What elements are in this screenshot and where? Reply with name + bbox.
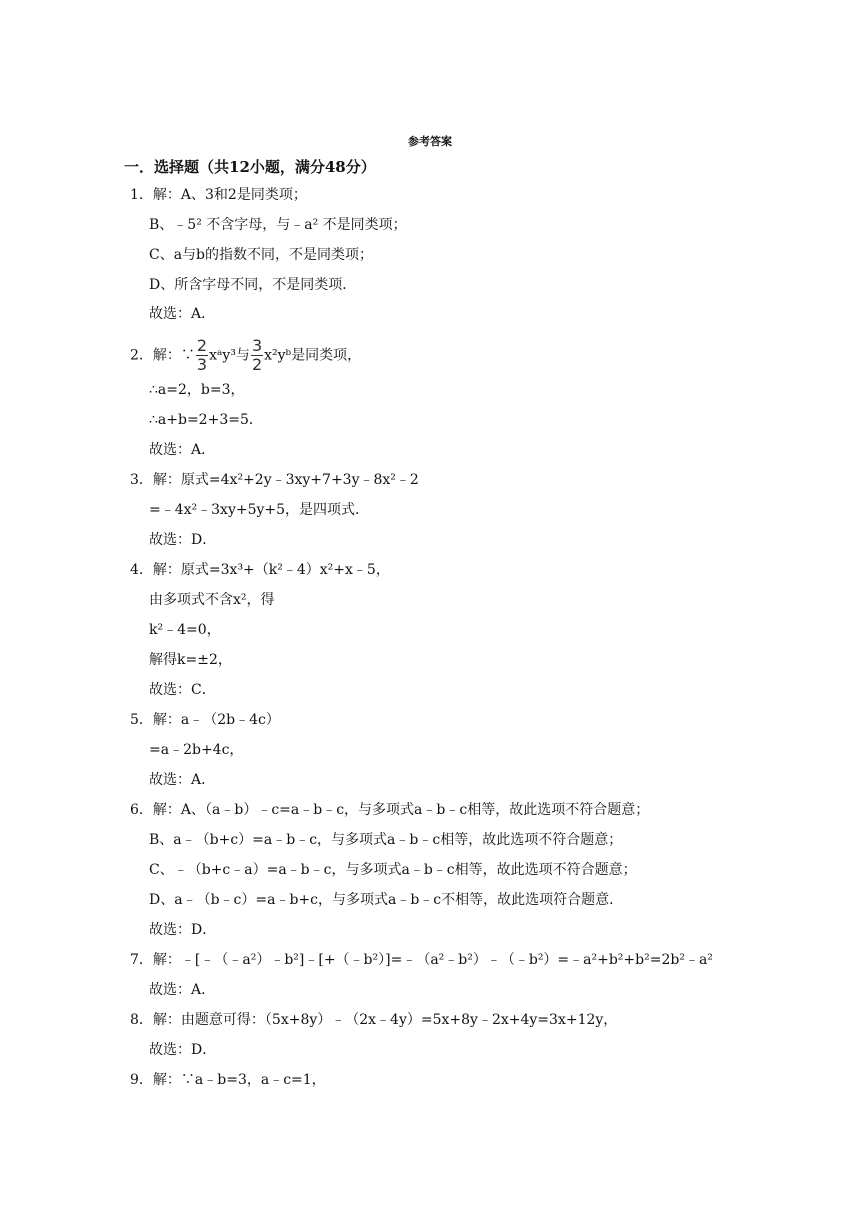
q4-line-2: 由多项式不含x²，得 <box>149 592 275 608</box>
q9-line-1: 9．解：∵a﹣b=3，a﹣c=1， <box>130 1072 326 1088</box>
q2-prefix: 2．解：∵ <box>130 347 195 364</box>
q2-line-3: ∴a+b=2+3=5． <box>149 412 263 428</box>
section-heading: 一．选择题（共12小题，满分48分） <box>124 158 376 176</box>
q1-line-1: 1．解：A、3和2是同类项； <box>130 187 307 203</box>
q7-line-2: 故选：A． <box>149 982 216 998</box>
q4-line-1: 4．解：原式=3x³+（k²﹣4）x²+x﹣5， <box>130 562 390 578</box>
q7-line-1: 7．解：﹣[﹣（﹣a²）﹣b²]﹣[+（﹣b²）]=﹣（a²﹣b²）﹣（﹣b²）=﹣a²+b²+b²=2b²﹣a² <box>130 952 713 968</box>
q5-line-3: 故选：A． <box>149 772 216 788</box>
q2-mid-1: xᵃy³与 <box>209 347 250 364</box>
q1-line-2: B、﹣5² 不含字母，与﹣a² 不是同类项； <box>149 217 407 233</box>
q4-line-5: 故选：C． <box>149 682 216 698</box>
q8-line-1: 8．解：由题意可得：（5x+8y）﹣（2x﹣4y）=5x+8y﹣2x+4y=3x+12y， <box>130 1012 618 1028</box>
q6-line-5: 故选：D． <box>149 922 217 938</box>
page-title: 参考答案 <box>408 135 452 148</box>
fraction-three-halves: $\frac{3}{2}$ <box>251 336 263 374</box>
fraction-two-thirds: $\frac{2}{3}$ <box>196 336 208 374</box>
q4-line-4: 解得k=±2， <box>149 652 232 668</box>
q3-line-3: 故选：D． <box>149 532 217 548</box>
q1-line-3: C、a与b的指数不同，不是同类项； <box>149 247 374 263</box>
q2-mid-2: x²yᵇ是同类项， <box>264 347 362 364</box>
q2-line-2: ∴a=2，b=3， <box>149 382 245 398</box>
q3-line-2: =﹣4x²﹣3xy+5y+5，是四项式． <box>149 502 370 518</box>
q1-line-5: 故选：A． <box>149 306 216 322</box>
q5-line-1: 5．解：a﹣（2b﹣4c） <box>130 712 280 728</box>
q6-line-2: B、a﹣（b+c）=a﹣b﹣c，与多项式a﹣b﹣c相等，故此选项不符合题意； <box>149 832 623 848</box>
q8-line-2: 故选：D． <box>149 1042 217 1058</box>
q6-line-3: C、﹣（b+c﹣a）=a﹣b﹣c，与多项式a﹣b﹣c相等，故此选项不符合题意； <box>149 862 637 878</box>
q6-line-4: D、a﹣（b﹣c）=a﹣b+c，与多项式a﹣b﹣c不相等，故此选项符合题意． <box>149 892 624 908</box>
q4-line-3: k²﹣4=0， <box>149 622 221 638</box>
q5-line-2: =a﹣2b+4c， <box>149 742 244 758</box>
q2-line-4: 故选：A． <box>149 442 216 458</box>
q3-line-1: 3．解：原式=4x²+2y﹣3xy+7+3y﹣8x²﹣2 <box>130 472 419 488</box>
q1-line-4: D、所含字母不同，不是同类项． <box>149 277 357 293</box>
q2-line-1 <box>130 338 361 373</box>
q6-line-1: 6．解：A、（a﹣b）﹣c=a﹣b﹣c，与多项式a﹣b﹣c相等，故此选项不符合题意； <box>130 802 650 818</box>
